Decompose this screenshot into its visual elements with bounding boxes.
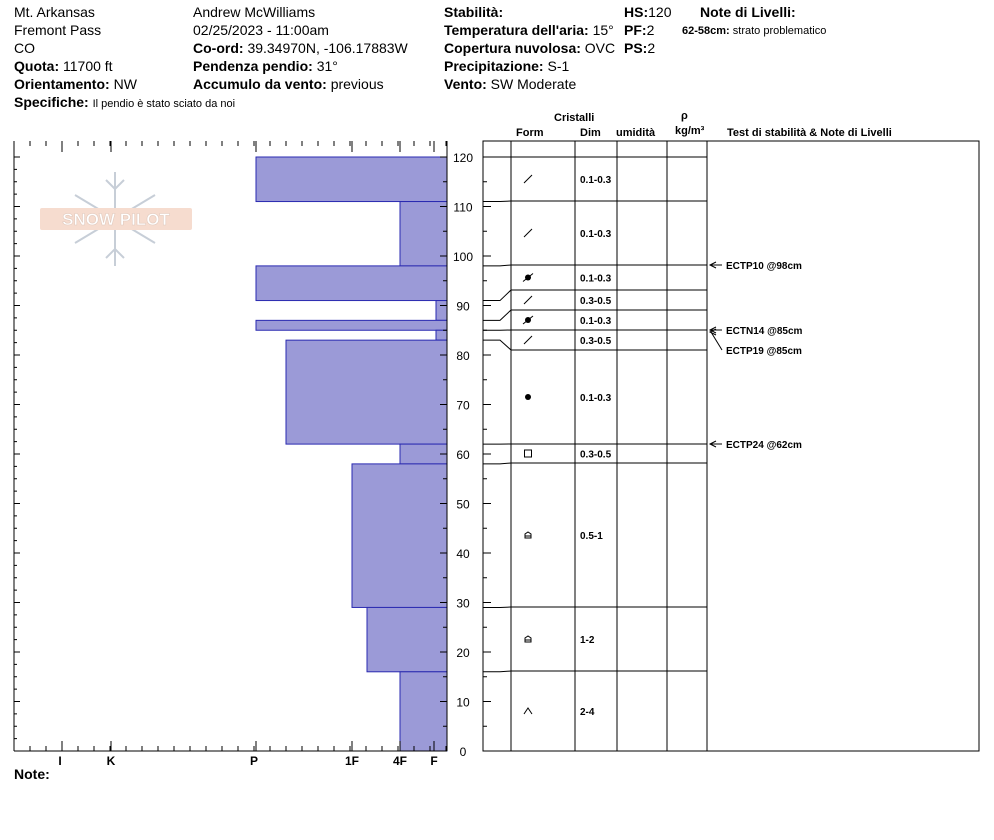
pf-label: PF: — [624, 22, 647, 38]
stability-tests-header: Test di stabilità & Note di Livelli — [727, 127, 892, 139]
ps-value: 2 — [647, 40, 656, 56]
sky-label: Copertura nuvolosa: — [444, 40, 581, 56]
notes-label: Note: — [14, 766, 50, 782]
layer-connector — [483, 671, 511, 672]
mixed-icon — [523, 274, 533, 282]
stability-test-label: ECTN14 @85cm — [726, 326, 803, 337]
layer-connector — [483, 310, 511, 320]
crystals-header: Cristalli — [554, 112, 595, 124]
elevation-label: Quota: — [14, 58, 60, 74]
grain-size: 1-2 — [580, 635, 595, 646]
hardness-bar — [256, 320, 447, 330]
stability-test-label: ECTP24 @62cm — [726, 440, 802, 451]
layer-connector — [483, 201, 511, 202]
hardness-bar — [286, 340, 447, 444]
observer-name: Andrew McWilliams — [193, 4, 316, 20]
precip-value: S-1 — [547, 58, 570, 74]
precip-label: Precipitazione: — [444, 58, 544, 74]
sky-value: OVC — [584, 40, 616, 56]
layer-connector — [483, 265, 511, 266]
hardness-label: I — [58, 754, 62, 768]
rounded-icon — [525, 394, 531, 400]
state-name: CO — [14, 40, 35, 56]
hardness-bar — [400, 672, 447, 751]
faceted-icon — [525, 450, 532, 457]
grain-size: 2-4 — [580, 707, 595, 718]
location-name: Mt. Arkansas — [14, 4, 95, 20]
hardness-label: P — [249, 754, 259, 768]
dim-header: Dim — [580, 127, 601, 139]
specifics-label: Specifiche: — [14, 94, 89, 110]
depth-tick-label: 60 — [456, 448, 470, 462]
grain-size: 0.3-0.5 — [580, 336, 612, 347]
depth-tick-label: 30 — [456, 596, 470, 611]
depth-tick-label: 50 — [456, 497, 470, 512]
layer-note-text: strato problematico — [732, 25, 827, 37]
logo-text: SNOW PILOT — [62, 210, 170, 229]
hardness-bar — [256, 266, 447, 301]
hardness-label: F — [430, 754, 438, 768]
hardness-bar — [400, 202, 447, 266]
layer-connector — [483, 290, 511, 301]
grain-size: 0.1-0.3 — [580, 316, 612, 327]
decomposing-icon — [524, 229, 532, 237]
stability-label: Stabilità: — [444, 4, 504, 20]
wind-loading-value: previous — [330, 76, 384, 92]
coord-label: Co-ord: — [193, 40, 244, 56]
wind-loading-label: Accumulo da vento: — [193, 76, 327, 92]
snowpilot-logo — [40, 172, 192, 266]
hardness-bar — [436, 301, 447, 321]
depth-tick-label: 10 — [456, 695, 470, 710]
grain-size: 0.1-0.3 — [580, 273, 612, 285]
hardness-bar — [256, 157, 447, 202]
air-temp-value: 15° — [592, 22, 614, 38]
hardness-label: 4F — [392, 754, 408, 768]
slope-label: Pendenza pendio: — [193, 58, 313, 74]
stability-test-label: ECTP19 @85cm — [726, 346, 802, 357]
hs-label: HS: — [624, 4, 649, 20]
depth-tick-label: 100 — [452, 250, 474, 264]
layer-notes-label: Note di Livelli: — [700, 4, 796, 20]
hardness-bar — [367, 607, 447, 671]
aspect-value: NW — [113, 76, 137, 92]
elevation-value: 11700 ft — [63, 58, 113, 74]
depth-tick-label: 80 — [456, 349, 470, 363]
layer-connector — [483, 463, 511, 464]
mixed-icon — [523, 316, 533, 324]
grain-size: 0.1-0.3 — [580, 175, 612, 186]
layer-connector — [483, 340, 511, 350]
hs-value: 120 — [648, 4, 672, 20]
depth-tick-label: 20 — [456, 646, 470, 660]
depth-tick-label: 70 — [456, 398, 470, 413]
moisture-header: umidità — [616, 127, 656, 139]
air-temp-label: Temperatura dell'aria: — [444, 22, 589, 38]
depth-hoar-chevron-icon — [524, 708, 532, 714]
hardness-bar — [352, 464, 447, 608]
specifics-value: Il pendio è stato sciato da noi — [92, 98, 236, 110]
slope-value: 31° — [316, 58, 338, 74]
layer-note-range: 62-58cm: — [682, 25, 730, 37]
coord-value: 39.34970N, -106.17883W — [247, 40, 408, 56]
depth-tick-label: 40 — [456, 547, 470, 561]
decomposing-icon — [524, 336, 532, 344]
form-header: Form — [516, 127, 544, 139]
ps-label: PS: — [624, 40, 648, 56]
grain-size: 0.3-0.5 — [580, 296, 612, 307]
grain-size: 0.1-0.3 — [580, 393, 612, 404]
wind-label: Vento: — [444, 76, 487, 92]
hardness-bar — [436, 330, 447, 340]
observation-datetime: 02/25/2023 - 11:00am — [193, 22, 329, 38]
test-arrow — [711, 332, 722, 350]
depth-hoar-icon — [525, 636, 531, 642]
density-header: kg/m³ — [675, 125, 705, 137]
hardness-label: 1F — [344, 754, 360, 768]
depth-tick-label: 0 — [459, 745, 467, 759]
aspect-label: Orientamento: — [14, 76, 110, 92]
grain-size: 0.1-0.3 — [580, 229, 612, 240]
grain-size: 0.3-0.5 — [580, 449, 612, 461]
depth-tick-label: 90 — [456, 299, 470, 314]
depth-tick-label: 120 — [452, 151, 474, 165]
wind-value: SW Moderate — [490, 76, 577, 92]
decomposing-icon — [524, 175, 532, 183]
decomposing-icon — [524, 296, 532, 304]
rho-header: ρ — [681, 110, 688, 122]
depth-hoar-icon — [525, 532, 531, 538]
grain-size: 0.5-1 — [580, 531, 603, 542]
depth-tick-label: 110 — [453, 200, 473, 215]
hardness-bar — [400, 444, 447, 464]
area-name: Fremont Pass — [14, 22, 102, 38]
pf-value: 2 — [646, 22, 655, 38]
hardness-label: K — [106, 754, 116, 768]
stability-test-label: ECTP10 @98cm — [726, 261, 802, 272]
